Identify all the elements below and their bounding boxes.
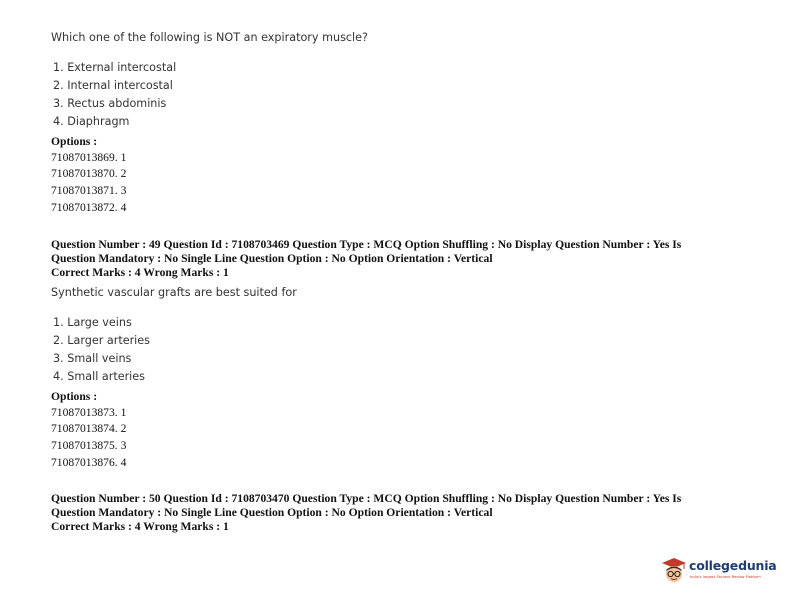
option-id-1: 71087013869. 1: [51, 151, 127, 164]
choice-3: 3. Rectus abdominis: [53, 97, 167, 110]
logo-tagline: India's largest Student Review Platform: [690, 575, 761, 579]
graduate-face-icon: [661, 556, 687, 584]
question-text: Synthetic vascular grafts are best suited for: [51, 286, 297, 299]
question-marks: Correct Marks : 4 Wrong Marks : 1: [51, 520, 229, 533]
options-label: Options :: [51, 390, 98, 403]
option-id-2: 71087013874. 2: [51, 422, 127, 435]
question-text: Which one of the following is NOT an expiratory muscle?: [51, 31, 368, 44]
question-meta-line-1: Question Number : 50 Question Id : 7108703470 Question Type : MCQ Option Shuffling : No Display Question Number : Yes Is: [51, 492, 682, 505]
question-meta-line-2: Question Mandatory : No Single Line Question Option : No Option Orientation : Vertical: [51, 252, 493, 265]
question-marks: Correct Marks : 4 Wrong Marks : 1: [51, 266, 229, 279]
option-id-4: 71087013876. 4: [51, 456, 127, 469]
question-meta: [51, 238, 751, 280]
options-label: Options :: [51, 135, 98, 148]
choice-1: 1. External intercostal: [53, 61, 177, 74]
choice-2: 2. Internal intercostal: [53, 79, 173, 92]
logo-wordmark: collegedunia: [689, 558, 777, 573]
option-id-4: 71087013872. 4: [51, 201, 127, 214]
choice-3: 3. Small veins: [53, 352, 132, 365]
option-id-3: 71087013875. 3: [51, 439, 127, 452]
option-id-2: 71087013870. 2: [51, 167, 127, 180]
question-meta: [51, 492, 751, 534]
question-meta-line-1: Question Number : 49 Question Id : 7108703469 Question Type : MCQ Option Shuffling : No Display Question Number : Yes Is: [51, 238, 682, 251]
choice-4: 4. Small arteries: [53, 370, 146, 383]
question-meta-line-2: Question Mandatory : No Single Line Question Option : No Option Orientation : Vertical: [51, 506, 493, 519]
choice-4: 4. Diaphragm: [53, 115, 130, 128]
option-id-1: 71087013873. 1: [51, 406, 127, 419]
collegedunia-logo: [661, 554, 777, 588]
choice-2: 2. Larger arteries: [53, 334, 151, 347]
choice-1: 1. Large veins: [53, 316, 132, 329]
option-id-3: 71087013871. 3: [51, 184, 127, 197]
